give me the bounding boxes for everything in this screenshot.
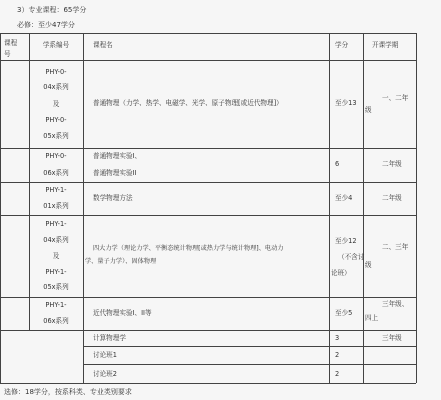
section-heading: 3）专业课程：65学分 xyxy=(17,6,87,14)
semester-value: 二年级 xyxy=(382,160,402,168)
credit-value: 论班） xyxy=(331,269,351,277)
course-name: 普通物理实验I、 xyxy=(93,152,142,160)
row-prefix-line: PHY-0- xyxy=(45,152,67,160)
row-prefix-line: 05x系列 xyxy=(43,283,69,291)
row-prefix-line: 及 xyxy=(52,100,60,108)
credit-value: 至少4 xyxy=(335,194,353,202)
course-name: 学、量子力学）、固体物理 xyxy=(85,258,157,265)
header-semester: 开课学期 xyxy=(372,41,399,49)
required-credits-note: 必修：至少47学分 xyxy=(17,21,75,29)
semester-value: 级 xyxy=(365,261,372,269)
row-prefix-line: PHY-1- xyxy=(45,186,67,194)
course-name: 计算物理学 xyxy=(93,334,126,342)
credit-value: 至少12 xyxy=(335,237,357,245)
row-prefix-line: 04x系列 xyxy=(43,236,69,244)
semester-value: 一、二年 xyxy=(382,94,409,102)
semester-value: 级 xyxy=(365,106,372,114)
course-name: 普通物理实验II xyxy=(93,169,137,177)
credit-value: 至少5 xyxy=(335,309,353,317)
credit-value: 3 xyxy=(335,334,340,342)
course-name: 数学物理方法 xyxy=(93,194,133,202)
header-credits: 学分 xyxy=(335,41,349,49)
row-prefix-line: 06x系列 xyxy=(43,317,69,325)
row-prefix-line: 06x系列 xyxy=(43,169,69,177)
semester-value: 二、三年 xyxy=(382,243,409,251)
row-prefix-line: PHY-0- xyxy=(45,116,67,124)
row-prefix-line: PHY-0- xyxy=(45,68,67,76)
credit-value: 2 xyxy=(335,370,340,378)
row-prefix-line: 05x系列 xyxy=(43,132,69,140)
row-prefix-line: 01x系列 xyxy=(43,202,69,210)
semester-value: 四上 xyxy=(365,314,379,322)
course-name: 讨论班2 xyxy=(93,370,117,378)
course-name: 讨论班1 xyxy=(93,351,117,359)
row-prefix-line: PHY-1- xyxy=(45,268,67,276)
row-prefix-line: 及 xyxy=(52,252,60,260)
row-prefix-line: 04x系列 xyxy=(43,83,69,91)
header-dept-code: 学系编号 xyxy=(42,41,70,49)
row-prefix-line: PHY-1- xyxy=(45,301,67,309)
course-name: 近代物理实验I、II等 xyxy=(93,309,152,317)
semester-value: 三年级、 xyxy=(382,300,409,308)
semester-value: 三年级 xyxy=(382,334,402,342)
course-name: 四大力学（理论力学、平衡态统计物理[或热力学与统计物理]、电动力 xyxy=(93,245,284,252)
header-course-no: 课程号 xyxy=(4,39,18,58)
elective-note: 选修：18学分，按系科类、专业类别要求 xyxy=(4,388,132,396)
credit-value: 2 xyxy=(335,351,340,359)
semester-value: 二年级 xyxy=(382,194,402,202)
row-prefix-line: PHY-1- xyxy=(45,220,67,228)
header-course-name: 课程名 xyxy=(93,41,113,49)
credit-value: 6 xyxy=(335,160,340,168)
course-name: 普通物理（力学、热学、电磁学、光学、原子物理[或近代物理]） xyxy=(93,99,283,107)
credit-value: （不含讨 xyxy=(338,253,365,261)
credit-value: 至少13 xyxy=(335,99,357,107)
